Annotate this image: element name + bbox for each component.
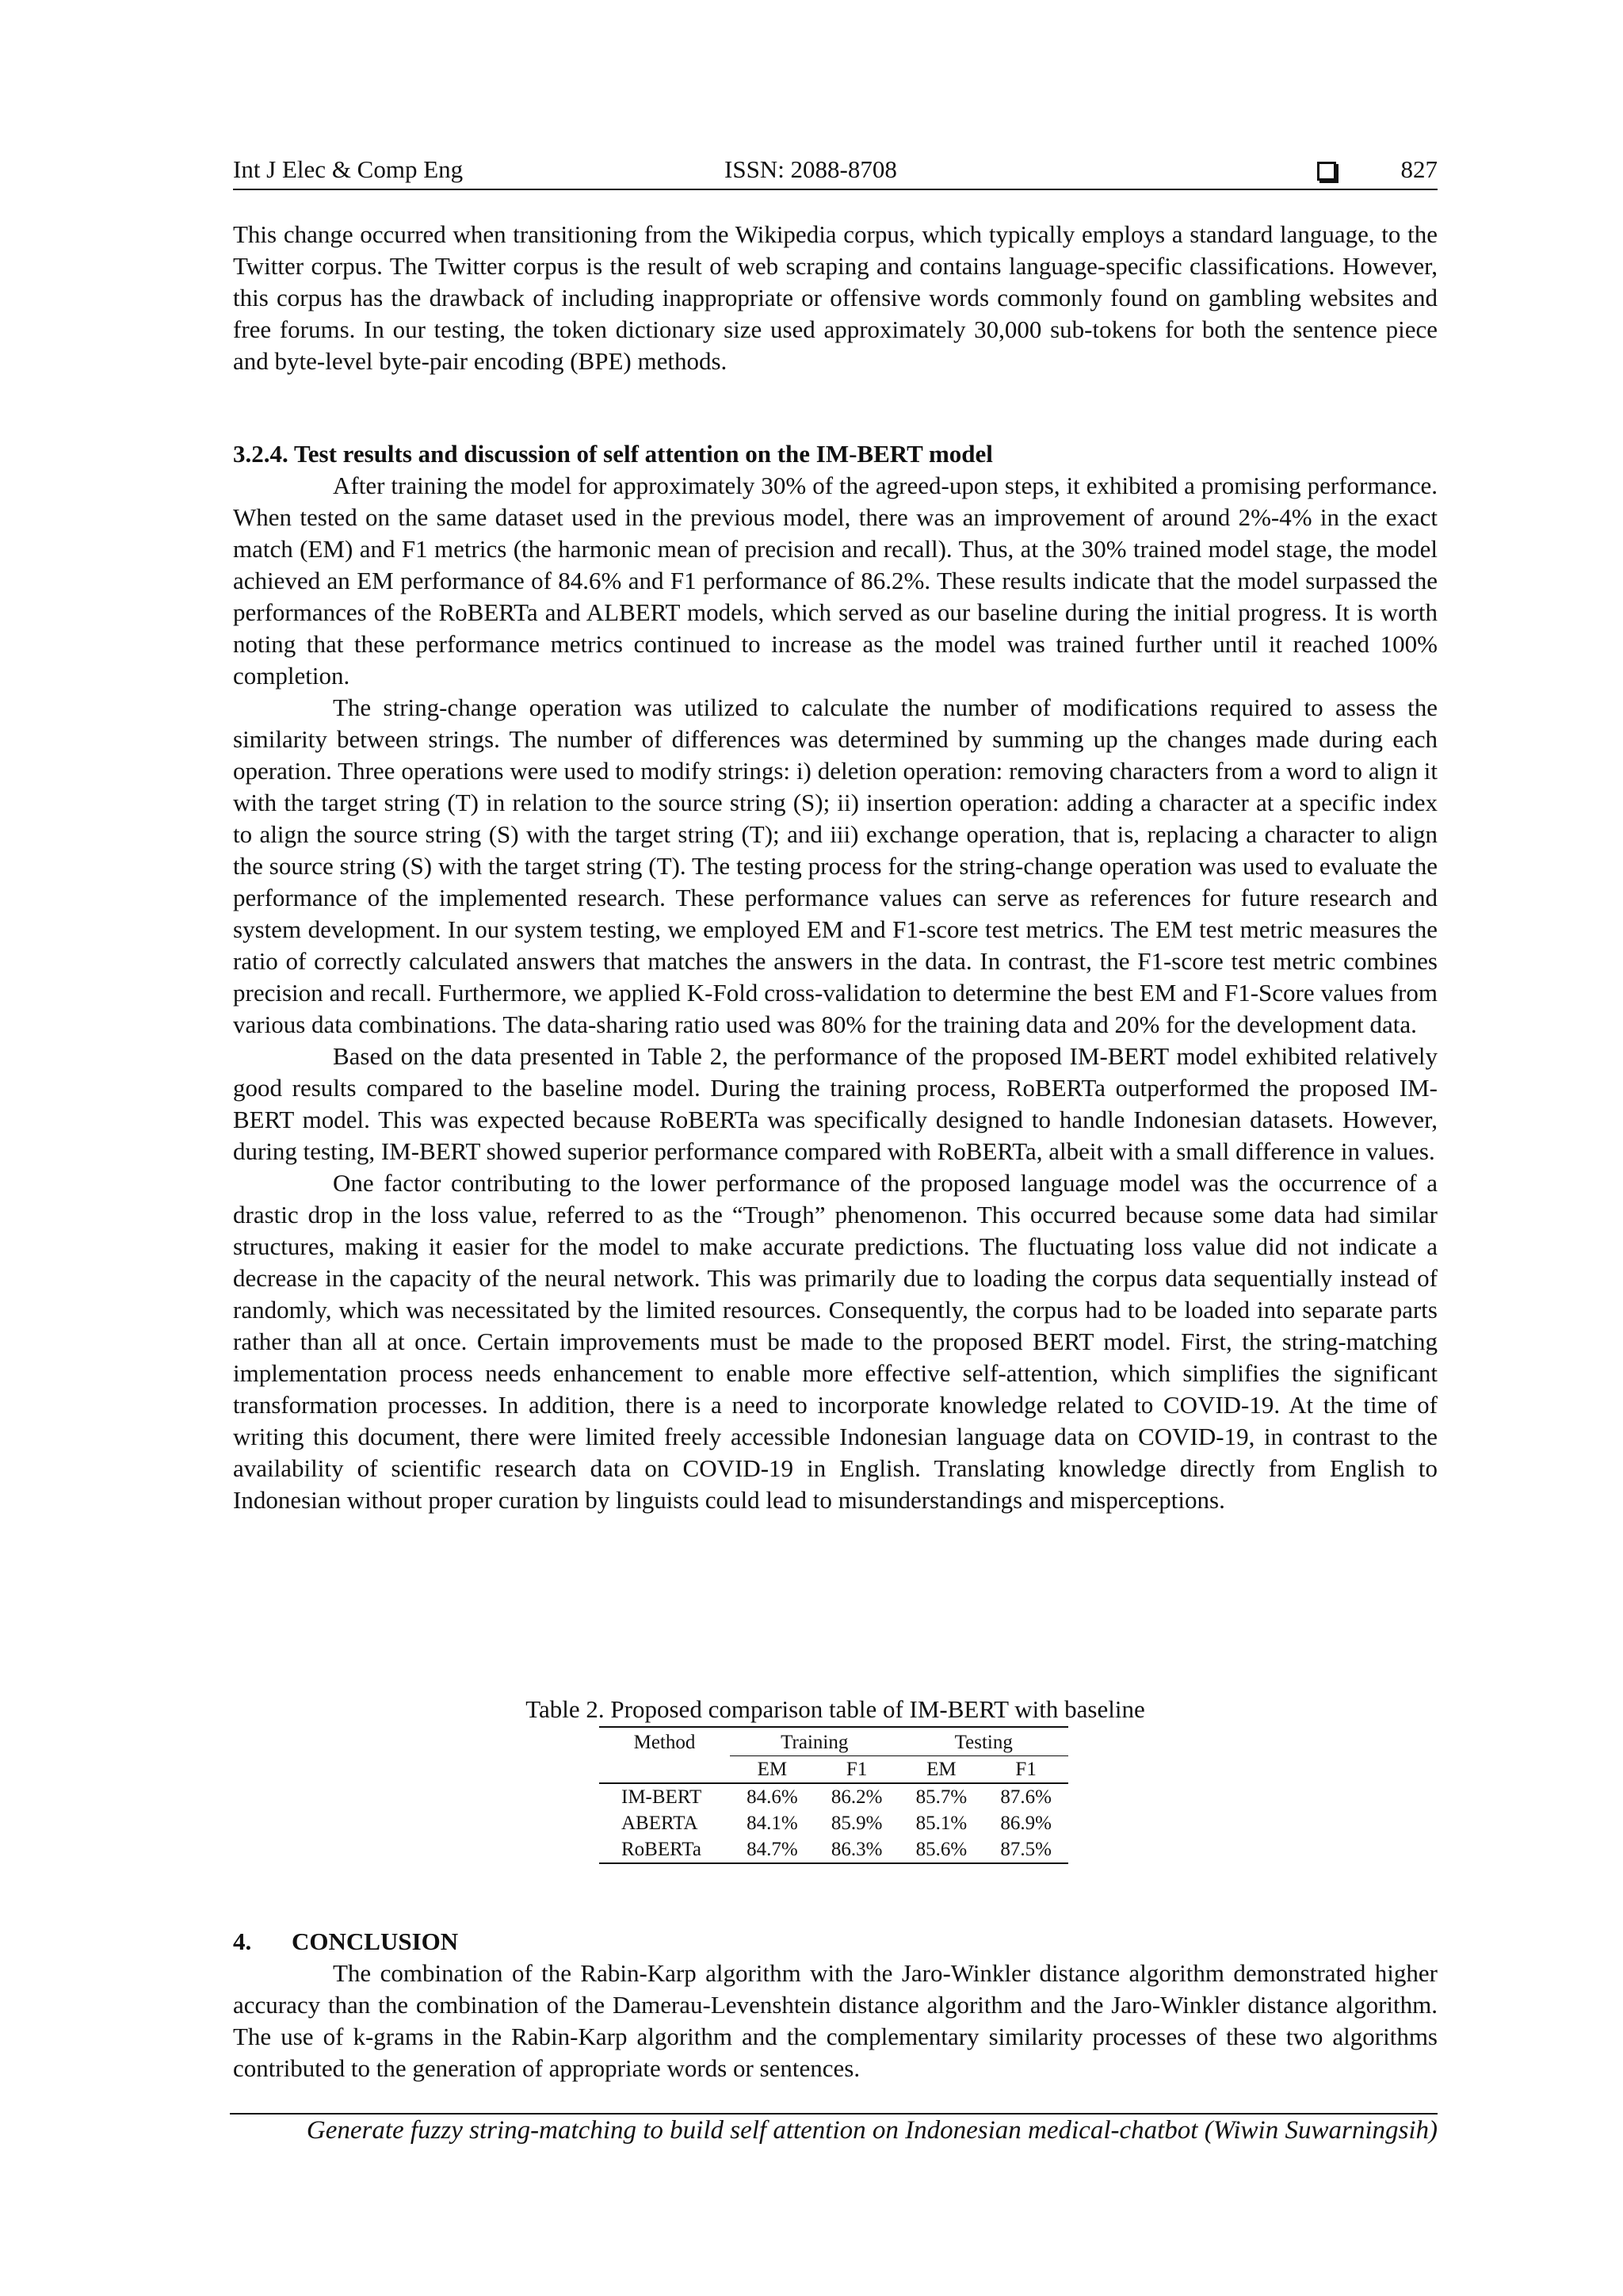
training-header: Training	[730, 1729, 899, 1756]
conclusion-heading	[233, 1927, 458, 1956]
test-em-cell: 85.6%	[899, 1836, 984, 1863]
running-header	[233, 155, 1438, 190]
test-f1-cell: 86.9%	[1000, 1812, 1052, 1834]
train-em-cell: 84.7%	[730, 1836, 815, 1863]
table-row	[599, 1810, 1068, 1836]
intro-paragraph: This change occurred when transitioning from the Wikipedia corpus, which typically employs a standard language, to the Twitter corpus. The Twitter corpus is the result of web scraping and contains language-specific classifications. However, this corpus has the drawback of including inappropriate or offensive words commonly found on gambling websites and free forums. In our testing, the token dictionary size used approximately 30,000 sub-tokens for both the sentence piece and byte-level byte-pair encoding (BPE) methods.	[233, 220, 1438, 375]
train-f1-cell: 86.2%	[831, 1786, 883, 1808]
train-f1-cell: 85.9%	[831, 1812, 883, 1834]
test-em-cell: 85.1%	[915, 1812, 968, 1834]
page-number: 827	[1400, 155, 1438, 183]
test-em-header: EM	[899, 1756, 984, 1784]
method-cell: RoBERTa	[599, 1836, 730, 1863]
conclusion-title: CONCLUSION	[292, 1927, 459, 1955]
train-em-cell: 84.6%	[747, 1786, 798, 1808]
checkbox-square-icon	[1317, 162, 1336, 181]
test-f1-cell: 87.5%	[983, 1836, 1068, 1863]
test-em-cell: 85.7%	[915, 1786, 968, 1808]
testing-header: Testing	[899, 1729, 1069, 1756]
conclusion-body	[233, 1958, 1438, 2084]
method-subheader-empty	[599, 1756, 730, 1784]
method-header: Method	[633, 1731, 696, 1753]
running-footer: Generate fuzzy string-matching to build self attention on Indonesian medical-chatbot (Wiwin Suwarningsih)	[306, 2116, 1438, 2145]
table-row	[599, 1836, 1068, 1863]
intro-paragraph-block	[233, 219, 1438, 377]
test-f1-cell: 87.6%	[1000, 1786, 1052, 1808]
table-header-row	[599, 1729, 1068, 1756]
table-caption	[233, 1695, 1438, 1724]
table-row	[599, 1783, 1068, 1810]
section-paragraph-4: One factor contributing to the lower performance of the proposed language model was the occurrence of a drastic drop in the loss value, referred to as the “Trough” phenomenon. This occurred because some data had similar structures, making it easier for the model to make accurate predictions. The fluctuating loss value did not indicate a decrease in the capacity of the neural network. This was primarily due to loading the corpus data sequentially instead of randomly, which was necessitated by the limited resources. Consequently, the corpus had to be loaded into separate parts rather than all at once. Certain improvements must be made to the proposed BERT model. First, the string-matching implementation process needs enhancement to enable more effective self-attention, which simplifies the significant transformation processes. In addition, there is a need to incorporate knowledge related to COVID-19. At the time of writing this document, there were limited freely accessible Indonesian language data on COVID-19, in contrast to the availability of scientific research data on COVID-19 in English. Translating knowledge directly from English to Indonesian without proper curation by linguists could lead to misunderstandings and misperceptions.	[233, 1169, 1438, 1514]
issn: ISSN: 2088-8708	[724, 155, 897, 183]
train-em-cell: 84.1%	[747, 1812, 798, 1834]
table-subheader-row	[599, 1756, 1068, 1784]
results-table	[599, 1729, 1068, 1864]
journal-name: Int J Elec & Comp Eng	[233, 155, 464, 183]
table-top-rule	[599, 1726, 1068, 1728]
header-rule	[233, 189, 1438, 190]
method-cell: ABERTA	[621, 1812, 698, 1834]
section-body	[233, 470, 1438, 1516]
train-em-header: EM	[730, 1756, 815, 1784]
section-paragraph-3: Based on the data presented in Table 2, the performance of the proposed IM-BERT model exhibited relatively good results compared to the baseline model. During the training process, RoBERTa outperformed the proposed IM-BERT model. This was expected because RoBERTa was specifically designed to handle Indonesian datasets. However, during testing, IM-BERT showed superior performance compared with RoBERTa, albeit with a small difference in values.	[233, 1042, 1438, 1165]
conclusion-number: 4.	[233, 1927, 252, 1955]
conclusion-paragraph: The combination of the Rabin-Karp algorithm with the Jaro-Winkler distance algorithm demonstrated higher accuracy than the combination of the Damerau-Levenshtein distance algorithm and the Jaro-Winkler distance algorithm. The use of k-grams in the Rabin-Karp algorithm and the complementary similarity processes of these two algorithms contributed to the generation of appropriate words or sentences.	[233, 1959, 1438, 2082]
section-heading: 3.2.4. Test results and discussion of self attention on the IM-BERT model	[233, 440, 993, 468]
train-f1-header: F1	[815, 1756, 899, 1784]
train-f1-cell: 86.3%	[815, 1836, 899, 1863]
section-paragraph-1: After training the model for approximately 30% of the agreed-upon steps, it exhibited a promising performance. When tested on the same dataset used in the previous model, there was an improvement of around 2%-4% in the exact match (EM) and F1 metrics (the harmonic mean of precision and recall). Thus, at the 30% trained model stage, the model achieved an EM performance of 84.6% and F1 performance of 86.2%. These results indicate that the model surpassed the performances of the RoBERTa and ALBERT models, which served as our baseline during the initial progress. It is worth noting that these performance metrics continued to increase as the model was trained further until it reached 100% completion.	[233, 472, 1438, 690]
test-f1-header: F1	[983, 1756, 1068, 1784]
section-paragraph-2: The string-change operation was utilized to calculate the number of modifications required to assess the similarity between strings. The number of differences was determined by summing up the changes made during each operation. Three operations were used to modify strings: i) deletion operation: removing characters from a word to align it with the target string (T) in relation to the source string (S); ii) insertion operation: adding a character at a specific index to align the source string (S) with the target string (T); and iii) exchange operation, that is, replacing a character to align the source string (S) with the target string (T). The testing process for the string-change operation was used to evaluate the performance of the implemented research. These performance values can serve as references for future research and system development. In our system testing, we employed EM and F1-score test metrics. The EM test metric measures the ratio of correctly calculated answers that matches the answers in the data. In contrast, the F1-score test metric combines precision and recall. Furthermore, we applied K-Fold cross-validation to determine the best EM and F1-Score values from various data combinations. The data-sharing ratio used was 80% for the training data and 20% for the development data.	[233, 693, 1438, 1038]
table-caption-text: Table 2. Proposed comparison table of IM-BERT with baseline	[525, 1695, 1145, 1723]
footer-rule	[230, 2113, 1438, 2115]
method-cell: IM-BERT	[621, 1786, 702, 1808]
